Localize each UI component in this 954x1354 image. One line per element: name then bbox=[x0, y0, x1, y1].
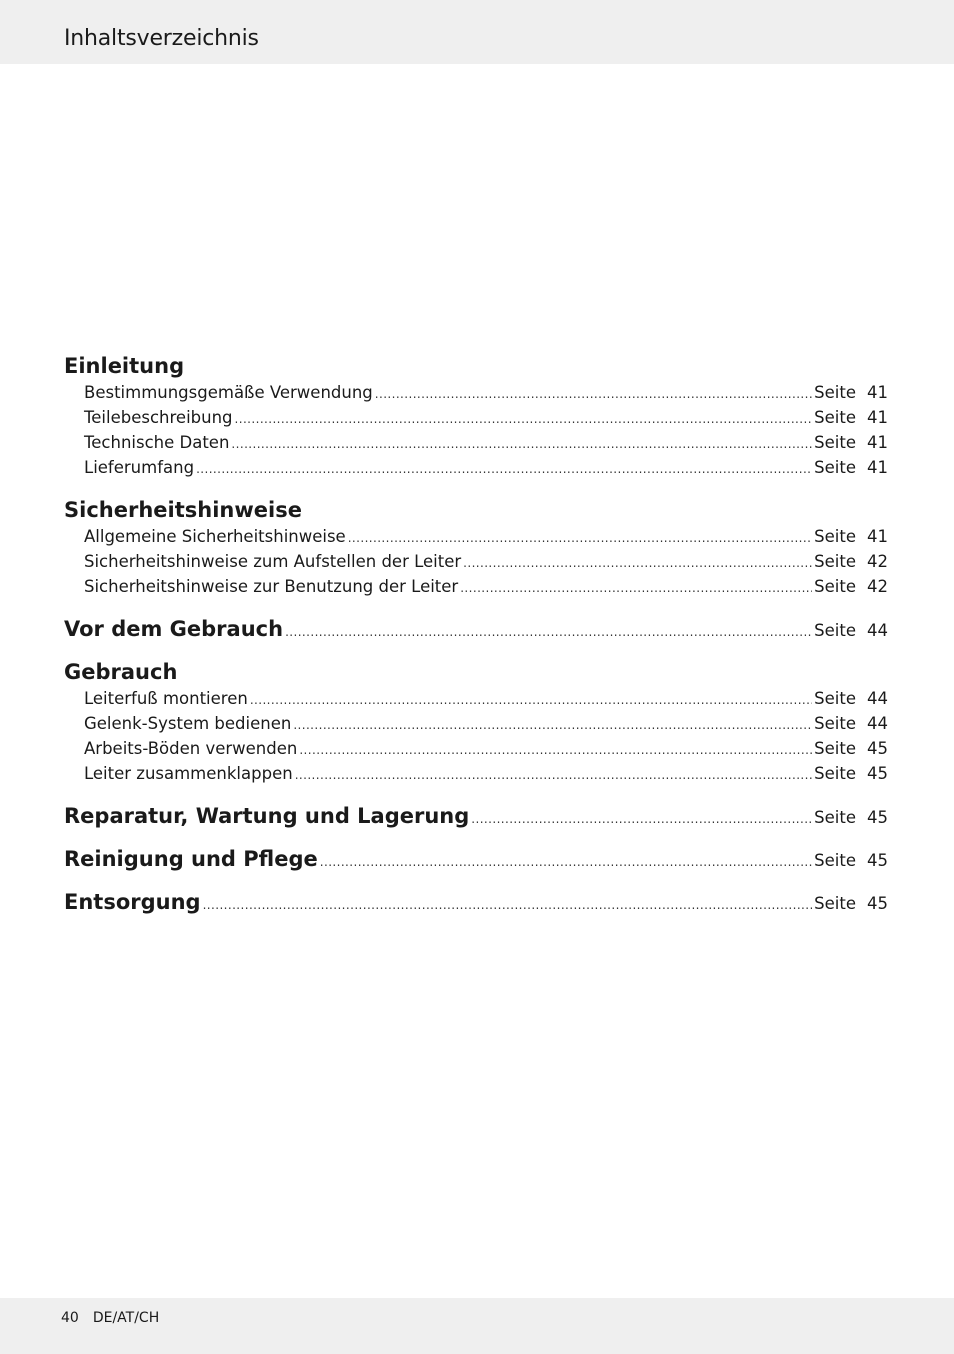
footer-page-number: 40 bbox=[61, 1310, 79, 1326]
toc-entry[interactable] bbox=[64, 524, 888, 549]
page-number: 41 bbox=[867, 527, 888, 546]
toc-entry[interactable] bbox=[64, 711, 888, 736]
page-word: Seite bbox=[814, 851, 856, 870]
page-word: Seite bbox=[814, 527, 856, 546]
dot-leader bbox=[293, 713, 812, 738]
toc-entry[interactable] bbox=[64, 574, 888, 599]
page-number: 41 bbox=[867, 408, 888, 427]
page-word: Seite bbox=[814, 552, 856, 571]
page-word: Seite bbox=[814, 458, 856, 477]
page-number: 44 bbox=[867, 689, 888, 708]
footer-band bbox=[0, 1298, 954, 1354]
toc-heading-reparatur: Reparatur, Wartung und Lagerung bbox=[64, 804, 470, 828]
toc-entry-label: Lieferumfang bbox=[84, 458, 195, 477]
dot-leader bbox=[235, 407, 813, 432]
toc-entry[interactable] bbox=[64, 761, 888, 786]
toc-heading-sicherheitshinweise: Sicherheitshinweise bbox=[64, 498, 302, 522]
footer bbox=[61, 1310, 159, 1326]
dot-leader bbox=[348, 526, 812, 551]
toc-section-entsorgung bbox=[64, 890, 888, 915]
page-number: 42 bbox=[867, 552, 888, 571]
page-title: Inhaltsverzeichnis bbox=[64, 26, 259, 51]
toc-entry[interactable] bbox=[64, 380, 888, 405]
page-number: 44 bbox=[867, 714, 888, 733]
toc-entry-label: Allgemeine Sicherheitshinweise bbox=[84, 527, 346, 546]
page-word: Seite bbox=[814, 689, 856, 708]
toc-entry[interactable] bbox=[64, 686, 888, 711]
page-number: 45 bbox=[867, 739, 888, 758]
toc-entry[interactable] bbox=[64, 430, 888, 455]
toc-heading-entsorgung: Entsorgung bbox=[64, 890, 201, 914]
toc-main-entry[interactable] bbox=[64, 804, 888, 829]
page-number: 44 bbox=[867, 621, 888, 640]
page-number: 45 bbox=[867, 894, 888, 913]
dot-leader bbox=[463, 551, 812, 576]
dot-leader bbox=[460, 576, 812, 601]
toc-entry-label: Gelenk-System bedienen bbox=[84, 714, 292, 733]
toc-section-gebrauch bbox=[64, 660, 888, 786]
toc-heading-reinigung: Reinigung und Pflege bbox=[64, 847, 318, 871]
toc-entry-label: Teilebeschreibung bbox=[84, 408, 233, 427]
page-number: 41 bbox=[867, 458, 888, 477]
toc-section-reparatur bbox=[64, 804, 888, 829]
toc-entry[interactable] bbox=[64, 736, 888, 761]
toc-section-reinigung bbox=[64, 847, 888, 872]
dot-leader bbox=[299, 738, 812, 763]
dot-leader bbox=[250, 688, 812, 713]
dot-leader bbox=[320, 850, 812, 875]
toc-entry-label: Sicherheitshinweise zum Aufstellen der Leiter bbox=[84, 552, 462, 571]
toc-main-entry[interactable] bbox=[64, 847, 888, 872]
toc-heading-einleitung: Einleitung bbox=[64, 354, 185, 378]
toc-entry[interactable] bbox=[64, 455, 888, 480]
toc-entry-label: Leiter zusammenklappen bbox=[84, 764, 293, 783]
page-word: Seite bbox=[814, 433, 856, 452]
page-number: 42 bbox=[867, 577, 888, 596]
toc-section-sicherheitshinweise bbox=[64, 498, 888, 599]
page-word: Seite bbox=[814, 894, 856, 913]
dot-leader bbox=[285, 620, 812, 645]
toc-entry-label: Technische Daten bbox=[84, 433, 230, 452]
page-word: Seite bbox=[814, 408, 856, 427]
page-word: Seite bbox=[814, 764, 856, 783]
dot-leader bbox=[295, 763, 812, 788]
page-number: 45 bbox=[867, 808, 888, 827]
page-word: Seite bbox=[814, 621, 856, 640]
page-word: Seite bbox=[814, 577, 856, 596]
page-word: Seite bbox=[814, 383, 856, 402]
dot-leader bbox=[203, 893, 813, 918]
toc-entry-label: Arbeits-Böden verwenden bbox=[84, 739, 298, 758]
page-number: 41 bbox=[867, 383, 888, 402]
page-word: Seite bbox=[814, 808, 856, 827]
toc-entry-label: Sicherheitshinweise zur Benutzung der Leiter bbox=[84, 577, 459, 596]
toc-heading-vor-dem-gebrauch: Vor dem Gebrauch bbox=[64, 617, 284, 641]
toc-entry[interactable] bbox=[64, 405, 888, 430]
page-word: Seite bbox=[814, 739, 856, 758]
footer-region: DE/AT/CH bbox=[92, 1310, 160, 1326]
toc-heading-gebrauch: Gebrauch bbox=[64, 660, 178, 684]
dot-leader bbox=[196, 457, 812, 482]
dot-leader bbox=[375, 382, 812, 407]
toc-main-entry[interactable] bbox=[64, 617, 888, 642]
page-word: Seite bbox=[814, 714, 856, 733]
toc-section-einleitung bbox=[64, 354, 888, 480]
toc-entry-label: Leiterfuß montieren bbox=[84, 689, 248, 708]
page-number: 45 bbox=[867, 764, 888, 783]
table-of-contents bbox=[64, 354, 888, 933]
toc-section-vor-dem-gebrauch bbox=[64, 617, 888, 642]
dot-leader bbox=[471, 807, 812, 832]
page-number: 45 bbox=[867, 851, 888, 870]
dot-leader bbox=[231, 432, 812, 457]
toc-entry[interactable] bbox=[64, 549, 888, 574]
toc-entry-label: Bestimmungsgemäße Verwendung bbox=[84, 383, 373, 402]
toc-main-entry[interactable] bbox=[64, 890, 888, 915]
page-number: 41 bbox=[867, 433, 888, 452]
